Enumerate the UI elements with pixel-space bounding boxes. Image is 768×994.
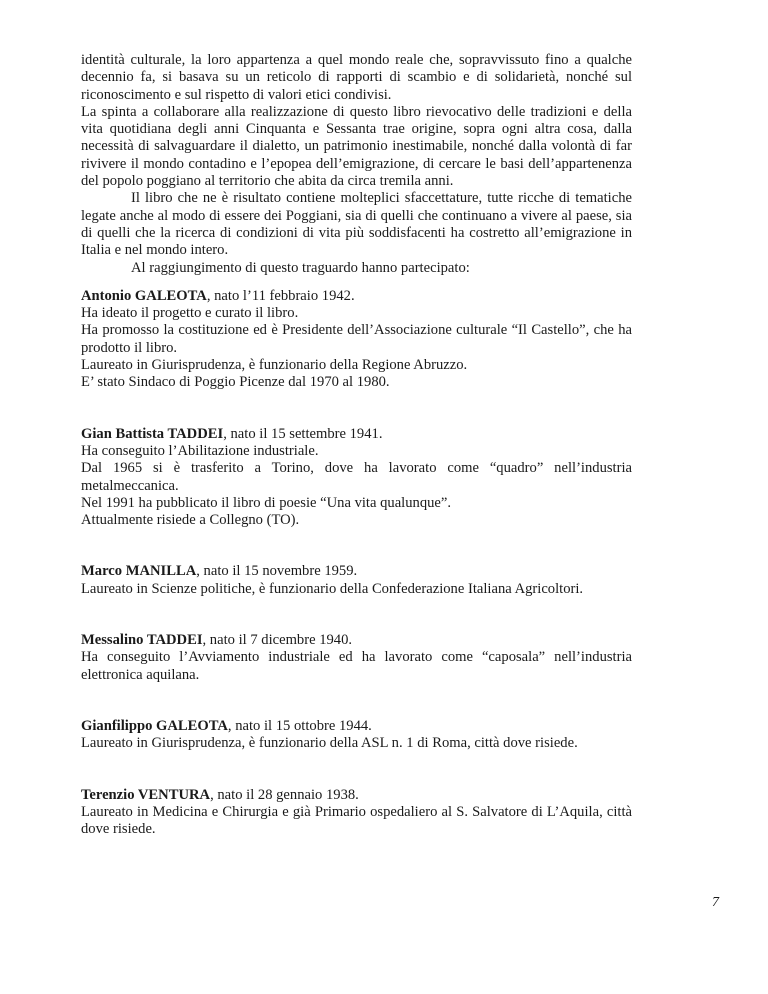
- bio-line: Ha promosso la costituzione ed è Presidente dell’Associazione culturale “Il Castello”, che ha prodotto il libro.: [81, 322, 632, 356]
- bio-messalino-taddei: [81, 632, 632, 684]
- bio-line: Ha conseguito l’Avviamento industriale ed ha lavorato come “caposala” nell’industria elettronica aquilana.: [81, 649, 632, 683]
- bio-birth: , nato il 15 settembre 1941.: [223, 425, 383, 442]
- bio-line: Laureato in Scienze politiche, è funzionario della Confederazione Italiana Agricoltori.: [81, 580, 584, 597]
- bio-birth: , nato il 28 gennaio 1938.: [210, 786, 359, 803]
- intro-paragraph-2: La spinta a collaborare alla realizzazione di questo libro rievocativo delle tradizioni e della vita quotidiana degli anni Cinquanta e Sessanta trae origine, sopra ogni altra cosa, dalla necessità di salvaguardare il dialetto, un patrimonio inestimabile, nonché dalla volontà di far rivivere il mondo contadino e l’epopea dell’emigrazione, di cercare le basi dell’appartenenza del popolo poggiano al territorio che abita da circa tremila anni.: [81, 103, 632, 190]
- bio-name: Antonio GALEOTA: [81, 287, 207, 304]
- bio-line: Nel 1991 ha pubblicato il libro di poesie “Una vita qualunque”.: [81, 494, 452, 511]
- bio-gian-battista-taddei: [81, 426, 632, 530]
- bio-gianfilippo-galeota: [81, 718, 632, 753]
- bio-birth: , nato il 7 dicembre 1940.: [202, 632, 353, 649]
- bio-line: Laureato in Giurisprudenza, è funzionario della Regione Abruzzo.: [81, 357, 468, 374]
- intro-paragraph-4: Al raggiungimento di questo traguardo hanno partecipato:: [131, 259, 470, 276]
- page-body: [81, 52, 632, 838]
- bio-name: Marco MANILLA: [81, 563, 197, 580]
- bio-antonio-galeota: [81, 288, 632, 392]
- bio-name: Terenzio VENTURA: [81, 786, 211, 803]
- intro-paragraph-1: identità culturale, la loro appartenza a quel mondo reale che, sopravvissuto fino a qualche decennio fa, si basava su un reticolo di rapporti di scambio e di solidarietà, nonché sul riconoscimento e sul rispetto di valori etici condivisi.: [81, 52, 632, 103]
- bio-line: Ha conseguito l’Abilitazione industriale.: [81, 442, 319, 459]
- bio-birth: , nato l’11 febbraio 1942.: [206, 287, 355, 304]
- intro-paragraph-3: Il libro che ne è risultato contiene molteplici sfaccettature, tutte ricche di tematiche legate anche al modo di essere dei Poggiani, sia di quelli che continuano a vivere al paese, sia di quelli che la ricerca di condizioni di vita più soddisfacenti ha costretto all’emigrazione in Italia e nel mondo intero.: [81, 190, 632, 259]
- page-number: 7: [712, 895, 719, 910]
- bio-line: E’ stato Sindaco di Poggio Picenze dal 1970 al 1980.: [81, 374, 390, 391]
- bio-line: Laureato in Medicina e Chirurgia e già Primario ospedaliero al S. Salvatore di L’Aquila, città dove risiede.: [81, 803, 632, 838]
- bio-line: Dal 1965 si è trasferito a Torino, dove ha lavorato come “quadro” nell’industria metalmeccanica.: [81, 460, 632, 494]
- bio-name: Gian Battista TADDEI: [81, 425, 224, 442]
- bio-birth: , nato il 15 ottobre 1944.: [227, 717, 372, 734]
- bio-line: Attualmente risiede a Collegno (TO).: [81, 512, 300, 529]
- bio-terenzio-ventura: [81, 787, 632, 839]
- bio-line: Ha ideato il progetto e curato il libro.: [81, 305, 299, 322]
- bio-marco-manilla: [81, 563, 632, 598]
- bio-line: Laureato in Giurisprudenza, è funzionario della ASL n. 1 di Roma, città dove risiede.: [81, 735, 578, 752]
- bio-name: Gianfilippo GALEOTA: [81, 717, 228, 734]
- bio-name: Messalino TADDEI: [81, 632, 203, 649]
- bio-birth: , nato il 15 novembre 1959.: [196, 563, 358, 580]
